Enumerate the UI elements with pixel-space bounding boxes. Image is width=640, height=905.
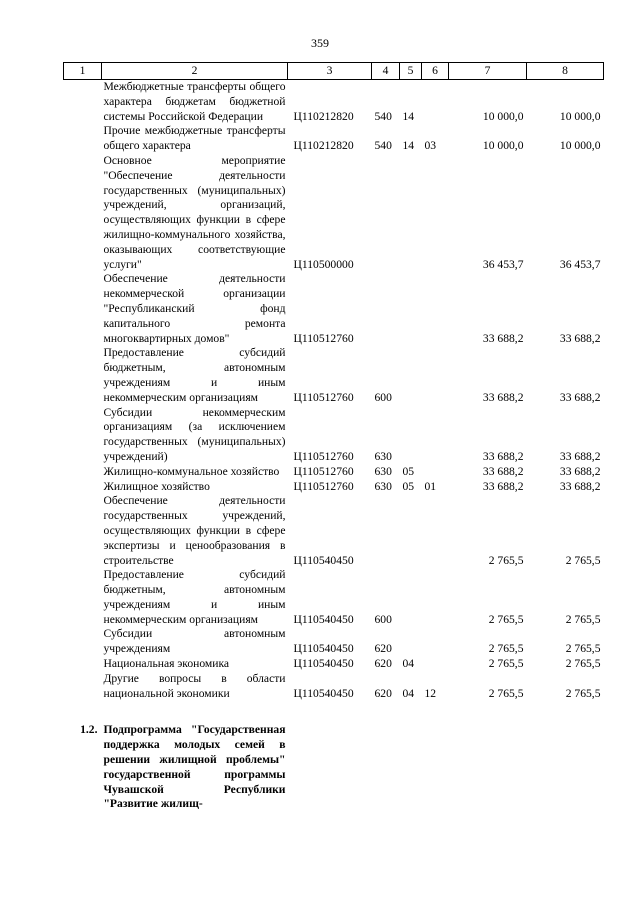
row-col6: 03 [424, 139, 437, 153]
section-number: 1.2. [80, 723, 98, 737]
row-code: Ц110540450 [293, 612, 354, 626]
row-number-cell [64, 494, 102, 568]
row-amount-8: 2 765,5 [565, 657, 601, 671]
row-col6 [422, 80, 449, 125]
row-code: Ц110512760 [293, 390, 354, 404]
row-amount-8: 2 765,5 [565, 612, 601, 626]
row-col5 [400, 154, 422, 272]
table-row [64, 568, 604, 627]
row-col4 [372, 154, 400, 272]
row-col4: 600 [374, 612, 392, 626]
row-amount-8: 33 688,2 [559, 464, 601, 478]
row-number-cell [64, 346, 102, 405]
row-number-cell [64, 568, 102, 627]
row-col5: 05 [402, 464, 415, 478]
row-name: Предоставление субсидий бюджетным, автономным учреждениям и иным некоммерческим организациям [103, 568, 286, 626]
header-col-7: 7 [449, 63, 527, 80]
row-amount-8: 2 765,5 [565, 642, 601, 656]
row-col4 [372, 272, 400, 346]
row-name: Другие вопросы в области национальной экономики [103, 671, 286, 700]
table-body [64, 80, 604, 813]
row-amount-7: 2 765,5 [488, 657, 524, 671]
row-col6 [422, 346, 449, 405]
row-col6: 01 [424, 479, 437, 493]
row-col4: 620 [374, 686, 392, 700]
row-col4: 630 [374, 479, 392, 493]
table-row [64, 124, 604, 154]
row-col5 [400, 627, 422, 657]
row-amount-7: 2 765,5 [488, 686, 524, 700]
row-amount-8: 10 000,0 [559, 139, 601, 153]
row-col4: 630 [374, 464, 392, 478]
row-amount-7: 33 688,2 [482, 479, 524, 493]
row-col4: 540 [374, 139, 392, 153]
row-col5 [400, 346, 422, 405]
row-col5: 04 [402, 686, 415, 700]
row-name: Межбюджетные трансферты общего характера бюджетам бюджетной системы Российской Федерации [103, 80, 286, 123]
row-name: Предоставление субсидий бюджетным, автономным учреждениям и иным некоммерческим организациям [103, 346, 286, 404]
row-col4: 600 [374, 390, 392, 404]
table-row [64, 672, 604, 702]
row-col4: 620 [374, 657, 392, 671]
row-col5: 14 [402, 139, 415, 153]
row-amount-7: 33 688,2 [482, 390, 524, 404]
table-row [64, 494, 604, 568]
table-row [64, 154, 604, 272]
section-title: Подпрограмма "Государственная поддержка молодых семей в решении жилищной проблемы" государственной программы Чувашской Республики "Развитие жилищ- [103, 723, 286, 811]
row-amount-7: 2 765,5 [488, 642, 524, 656]
row-number-cell [64, 272, 102, 346]
row-col6 [422, 568, 449, 627]
row-amount-8: 2 765,5 [565, 686, 601, 700]
row-code: Ц110500000 [293, 257, 354, 271]
row-amount-7: 33 688,2 [482, 331, 524, 345]
row-number-cell [64, 627, 102, 657]
row-col4: 540 [374, 109, 392, 123]
row-name: Национальная экономика [103, 657, 230, 671]
row-amount-7: 33 688,2 [482, 464, 524, 478]
row-code: Ц110512760 [293, 464, 354, 478]
row-amount-8: 2 765,5 [565, 553, 601, 567]
table-row [64, 346, 604, 405]
table-row [64, 465, 604, 480]
row-amount-8: 33 688,2 [559, 449, 601, 463]
row-code: Ц110512760 [293, 449, 354, 463]
row-amount-7: 2 765,5 [488, 612, 524, 626]
row-col6: 12 [424, 686, 437, 700]
row-code: Ц110512760 [293, 331, 354, 345]
row-col6 [422, 272, 449, 346]
table-row [64, 627, 604, 657]
row-amount-7: 33 688,2 [482, 449, 524, 463]
section-row [64, 723, 604, 812]
row-name: Субсидии автономным учреждениям [103, 627, 286, 656]
row-number-cell [64, 480, 102, 495]
row-code: Ц110540450 [293, 657, 354, 671]
row-col5: 05 [402, 479, 415, 493]
row-amount-7: 10 000,0 [482, 109, 524, 123]
row-code: Ц110212820 [293, 139, 354, 153]
row-code: Ц110540450 [293, 642, 354, 656]
table-header [64, 63, 604, 80]
row-col6 [422, 494, 449, 568]
row-spacer [64, 701, 604, 723]
table-row [64, 657, 604, 672]
row-col6 [422, 465, 449, 480]
row-amount-8: 33 688,2 [559, 331, 601, 345]
header-col-2: 2 [102, 63, 288, 80]
row-col4: 620 [374, 642, 392, 656]
row-number-cell [64, 657, 102, 672]
row-name: Прочие межбюджетные трансферты общего характера [103, 124, 286, 153]
page-number: 359 [311, 36, 329, 50]
header-col-4: 4 [372, 63, 400, 80]
row-col5 [400, 568, 422, 627]
row-code: Ц110512760 [293, 479, 354, 493]
row-amount-8: 33 688,2 [559, 479, 601, 493]
row-number-cell [64, 465, 102, 480]
row-col4 [372, 494, 400, 568]
row-number-cell [64, 80, 102, 125]
row-name: Основное мероприятие "Обеспечение деятельности государственных (муниципальных) учреждений, организаций, осуществляющих функции в сфере жилищно-коммунального хозяйства, оказывающих соответствующие услуги" [103, 153, 286, 271]
row-code: Ц110212820 [293, 109, 354, 123]
row-number-cell [64, 672, 102, 702]
table-row [64, 80, 604, 125]
row-col6 [422, 657, 449, 672]
table-row [64, 480, 604, 495]
header-col-6: 6 [422, 63, 449, 80]
row-col5: 14 [402, 109, 415, 123]
row-amount-7: 2 765,5 [488, 553, 524, 567]
row-name: Жилищное хозяйство [103, 479, 210, 493]
header-col-5: 5 [400, 63, 422, 80]
table-row [64, 406, 604, 465]
row-code: Ц110540450 [293, 686, 354, 700]
row-col5 [400, 494, 422, 568]
header-col-3: 3 [288, 63, 372, 80]
row-code: Ц110540450 [293, 553, 354, 567]
row-name: Жилищно-коммунальное хозяйство [103, 464, 280, 478]
row-col5 [400, 406, 422, 465]
row-col5 [400, 272, 422, 346]
row-col6 [422, 627, 449, 657]
row-amount-8: 33 688,2 [559, 390, 601, 404]
row-name: Обеспечение деятельности государственных учреждений, осуществляющих функции в сфере экспертизы и ценообразования в строительстве [103, 494, 286, 567]
row-name: Обеспечение деятельности некоммерческой организации "Республиканский фонд капитального ремонта многоквартирных домов" [103, 272, 286, 345]
table-row [64, 272, 604, 346]
header-col-8: 8 [527, 63, 604, 80]
row-col6 [422, 154, 449, 272]
row-col4: 630 [374, 449, 392, 463]
header-col-1: 1 [64, 63, 102, 80]
row-number-cell [64, 154, 102, 272]
row-col5: 04 [402, 657, 415, 671]
budget-table [63, 62, 604, 812]
row-name: Субсидии некоммерческим организациям (за исключением государственных (муниципальных) учреждений) [103, 405, 286, 463]
row-amount-8: 36 453,7 [559, 257, 601, 271]
row-amount-8: 10 000,0 [559, 109, 601, 123]
row-col6 [422, 406, 449, 465]
row-amount-7: 36 453,7 [482, 257, 524, 271]
row-number-cell [64, 406, 102, 465]
row-number-cell [64, 124, 102, 154]
row-amount-7: 10 000,0 [482, 139, 524, 153]
